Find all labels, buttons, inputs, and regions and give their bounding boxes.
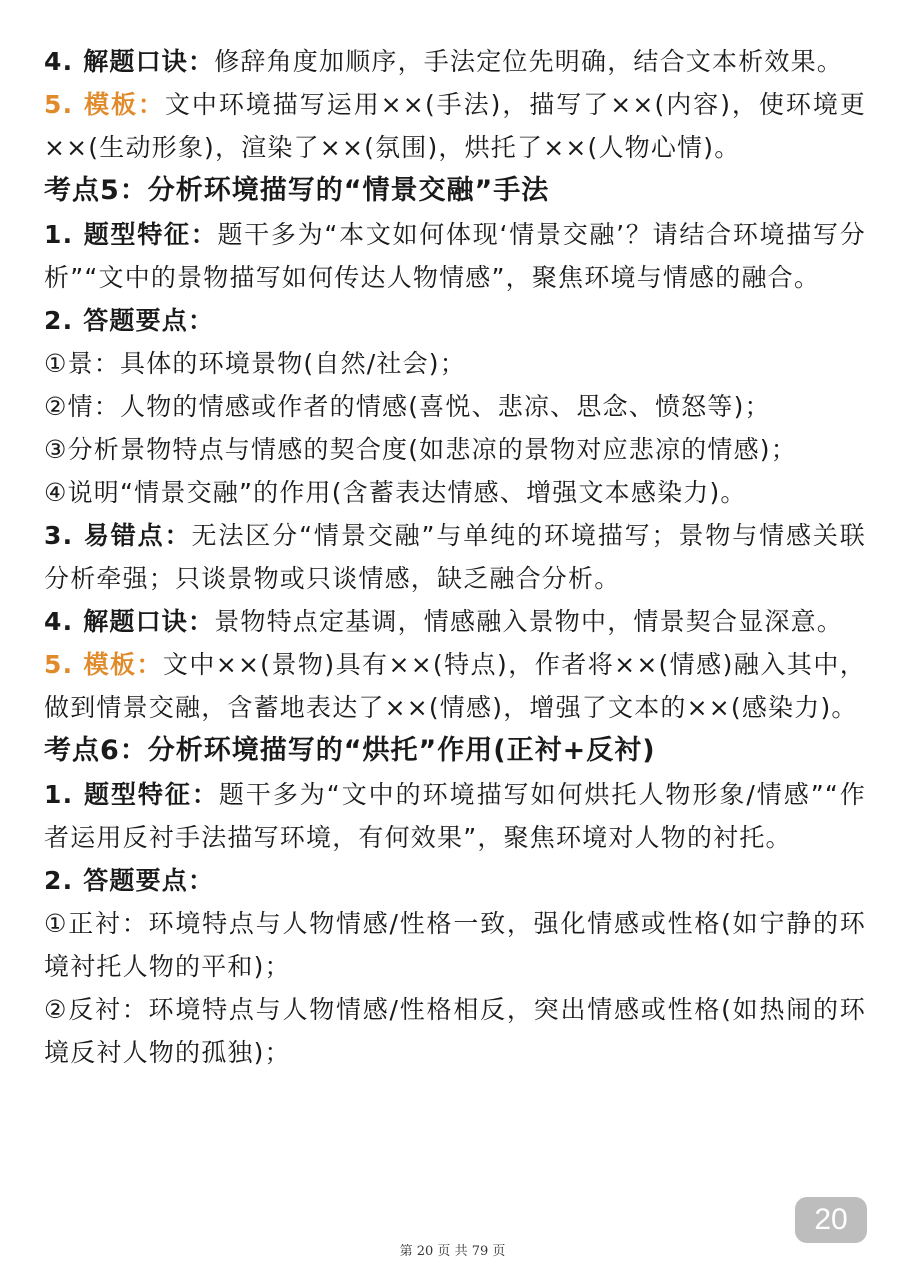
question-feature-paragraph <box>44 213 866 299</box>
item-text: 修辞角度加顺序，手法定位先明确，结合文本析效果。 <box>214 47 844 76</box>
item-text: 无法区分“情景交融”与单纯的环境描写；景物与情感关联分析牵强；只谈景物或只谈情感，缺乏融合分析。 <box>44 521 866 593</box>
tip-4-paragraph <box>44 40 866 83</box>
item-label: 2. 答题要点： <box>44 866 215 895</box>
section-heading-5: 考点5：分析环境描写的“情景交融”手法 <box>44 175 550 206</box>
tip-4-paragraph <box>44 600 866 643</box>
section-heading-6: 考点6：分析环境描写的“烘托”作用(正衬+反衬) <box>44 735 656 766</box>
item-label: 4. 解题口诀： <box>44 607 215 636</box>
answer-point: ①景：具体的环境景物(自然/社会)； <box>44 349 466 378</box>
answer-point: ②反衬：环境特点与人物情感/性格相反，突出情感或性格(如热闹的环境反衬人物的孤独)； <box>44 995 866 1067</box>
template-5-paragraph <box>44 83 866 169</box>
item-label: 4. 解题口诀： <box>44 47 215 76</box>
item-text: 景物特点定基调，情感融入景物中，情景契合显深意。 <box>214 607 844 636</box>
answer-points-heading <box>44 859 866 902</box>
common-errors-paragraph <box>44 514 866 600</box>
question-feature-paragraph <box>44 773 866 859</box>
document-body <box>44 40 866 1074</box>
page-footer: 第 20 页 共 79 页 <box>399 1244 506 1259</box>
answer-points-heading <box>44 299 866 342</box>
item-label: 1. 题型特征： <box>44 780 219 809</box>
item-text: 文中环境描写运用××(手法)，描写了××(内容)，使环境更××(生动形象)，渲染了××(氛围)，烘托了××(人物心情)。 <box>44 90 867 162</box>
answer-point: ③分析景物特点与情感的契合度(如悲凉的景物对应悲凉的情感)； <box>44 435 797 464</box>
template-label: 5. 模板： <box>44 90 165 119</box>
item-text: 题干多为“文中的环境描写如何烘托人物形象/情感”“作者运用反衬手法描写环境，有何效果”，聚焦环境对人物的衬托。 <box>44 780 866 852</box>
item-label: 2. 答题要点： <box>44 306 215 335</box>
answer-point: ④说明“情景交融”的作用(含蓄表达情感、增强文本感染力)。 <box>44 478 747 507</box>
template-5-paragraph <box>44 643 866 729</box>
item-label: 1. 题型特征： <box>44 220 218 249</box>
answer-point: ②情：人物的情感或作者的情感(喜悦、悲凉、思念、愤怒等)； <box>44 392 771 421</box>
item-text: 文中××(景物)具有××(特点)，作者将××(情感)融入其中，做到情景交融，含蓄地表达了××(情感)，增强了文本的××(感染力)。 <box>44 650 867 722</box>
answer-point: ①正衬：环境特点与人物情感/性格一致，强化情感或性格(如宁静的环境衬托人物的平和)； <box>44 909 866 981</box>
item-label: 3. 易错点： <box>44 521 192 550</box>
item-text: 题干多为“本文如何体现‘情景交融’？请结合环境描写分析”“文中的景物描写如何传达人物情感”，聚焦环境与情感的融合。 <box>44 220 866 292</box>
template-label: 5. 模板： <box>44 650 163 679</box>
page-number-badge: 20 <box>795 1197 867 1243</box>
